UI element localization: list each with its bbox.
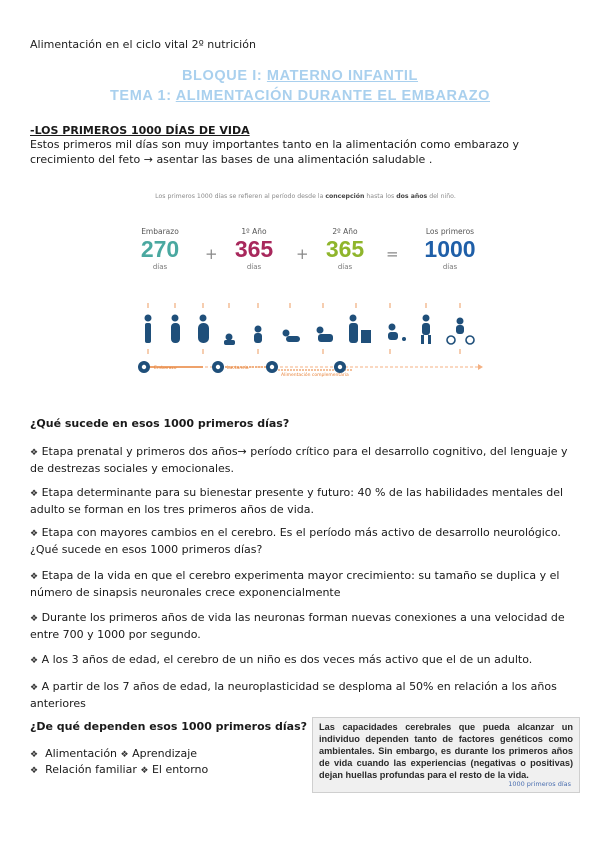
stage-unit: días — [246, 263, 262, 271]
list-item — [30, 525, 575, 557]
timeline-label-lactation: Lactancia — [227, 366, 249, 371]
stage-unit: días — [152, 263, 168, 271]
diamond-bullet-icon: ❖ — [30, 529, 39, 539]
stage-label: Embarazo — [141, 227, 179, 236]
factor-environment: El entorno — [151, 763, 209, 776]
stage-value: 1000 — [424, 236, 476, 262]
pregnant-figure-icon — [145, 315, 152, 344]
stage-second-year — [315, 227, 375, 271]
factor-family: Relación familiar — [45, 763, 137, 776]
stage-total — [420, 227, 480, 271]
stage-label: 1º Año — [241, 227, 267, 236]
factor-nutrition: Alimentación — [45, 747, 118, 760]
diamond-bullet-icon: ❖ — [30, 683, 39, 693]
note-bold-two-years: dos años — [396, 193, 428, 200]
block-title-link[interactable]: MATERNO INFANTIL — [266, 68, 419, 84]
list-item — [30, 679, 575, 711]
diamond-bullet-icon: ❖ — [30, 766, 39, 776]
note-text-2: hasta los — [364, 193, 397, 200]
note-text-3: del niño. — [427, 193, 456, 200]
first-1000-days-infographic — [128, 185, 483, 397]
child-bike-icon — [447, 318, 474, 345]
quote-box — [312, 717, 580, 793]
stage-pregnancy — [130, 227, 190, 271]
quote-source: 1000 primeros días — [508, 780, 571, 788]
bullet-text: Etapa con mayores cambios en el cerebro. Es el período más activo de desarrollo neurológico. ¿Qué sucede en esos 1000 primeros días? — [30, 526, 561, 556]
stage-value: 270 — [140, 236, 180, 262]
plus-operator: + — [296, 245, 309, 263]
toddler-walking-icon — [421, 315, 431, 345]
diamond-bullet-icon: ❖ — [30, 448, 39, 458]
list-item — [30, 444, 575, 476]
infographic-note — [128, 193, 483, 200]
equals-operator: = — [386, 245, 399, 263]
quote-text: Las capacidades cerebrales que pueda alcanzar un individuo dependen tanto de factores genéticos como ambientales. Sin embargo, es durante los primeros años de vida cuando las experiencias (negativas o positivas) dejan huellas profundas para el resto de la vida. — [319, 722, 573, 780]
diamond-bullet-icon: ❖ — [120, 750, 129, 760]
diamond-bullet-icon: ❖ — [30, 572, 39, 582]
bullet-text: Etapa prenatal y primeros dos años→ período crítico para el desarrollo cognitivo, del lenguaje y de destrezas sociales y emocionales. — [30, 445, 568, 475]
bullet-text: Etapa de la vida en que el cerebro experimenta mayor crecimiento: su tamaño se duplica y el número de sinapsis neuronales crece exponencialmente — [30, 569, 560, 599]
stage-value: 365 — [234, 236, 274, 262]
toddler-playing-icon — [388, 324, 406, 342]
list-item — [30, 485, 575, 517]
growth-timeline — [128, 303, 483, 393]
stage-first-year — [224, 227, 284, 271]
course-header: Alimentación en el ciclo vital 2º nutrición — [30, 38, 256, 51]
list-item — [30, 652, 575, 669]
stage-value: 365 — [325, 236, 365, 262]
topic-title-link[interactable]: ALIMENTACIÓN DURANTE EL EMBARAZO — [175, 88, 491, 104]
toddler-table-icon — [349, 315, 371, 344]
topic-title-prefix: TEMA 1: — [109, 88, 176, 104]
factor-learning: Aprendizaje — [132, 747, 198, 760]
block-title-prefix: BLOQUE I: — [181, 68, 267, 84]
diamond-bullet-icon: ❖ — [30, 656, 39, 666]
question-what-depends: ¿De qué dependen esos 1000 primeros días? — [30, 720, 308, 733]
plus-operator: + — [205, 245, 218, 263]
timeline-label-pregnancy: Embarazo — [154, 366, 177, 371]
timeline-label-complementary: Alimentación complementaria — [281, 373, 349, 378]
question-what-happens: ¿Qué sucede en esos 1000 primeros días? — [30, 417, 290, 430]
stage-label: Los primeros — [425, 227, 475, 236]
intro-paragraph: Estos primeros mil días son muy importantes tanto en la alimentación como embarazo y crecimiento del feto → asentar las bases de una alimentación saludable . — [30, 138, 519, 166]
stage-unit: días — [442, 263, 458, 271]
bullet-text: A los 3 años de edad, el cerebro de un niño es dos veces más activo que el de un adulto. — [41, 653, 533, 666]
list-item — [30, 568, 575, 600]
pregnant-figure-icon — [171, 315, 180, 344]
diamond-bullet-icon: ❖ — [30, 750, 39, 760]
note-text-1: Los primeros 1000 días se refieren al período desde la — [155, 193, 326, 200]
baby-sitting-icon — [254, 326, 262, 344]
section-heading: -LOS PRIMEROS 1000 DÍAS DE VIDA — [30, 124, 250, 137]
factor-line — [30, 762, 208, 779]
pregnant-figure-icon — [198, 315, 209, 344]
baby-lying-icon — [224, 334, 235, 346]
list-item — [30, 610, 575, 642]
block-title — [0, 68, 600, 84]
bullet-text: Durante los primeros años de vida las neuronas forman nuevas conexiones a una velocidad de entre 700 y 1000 por segundo. — [30, 611, 565, 641]
factor-line — [30, 746, 197, 763]
bullet-text: A partir de los 7 años de edad, la neuroplasticidad se desploma al 50% en relación a los años anteriores — [30, 680, 557, 710]
stage-unit: días — [337, 263, 353, 271]
bullet-text: Etapa determinante para su bienestar presente y futuro: 40 % de las habilidades mentales del adulto se forman en los tres primeros años de vida. — [30, 486, 564, 516]
note-bold-conception: concepción — [325, 193, 365, 200]
baby-crawling-icon — [283, 330, 301, 343]
stage-label: 2º Año — [332, 227, 358, 236]
topic-title — [0, 88, 600, 104]
baby-crawling-icon — [317, 327, 334, 343]
diamond-bullet-icon: ❖ — [140, 766, 149, 776]
diamond-bullet-icon: ❖ — [30, 614, 39, 624]
diamond-bullet-icon: ❖ — [30, 489, 39, 499]
